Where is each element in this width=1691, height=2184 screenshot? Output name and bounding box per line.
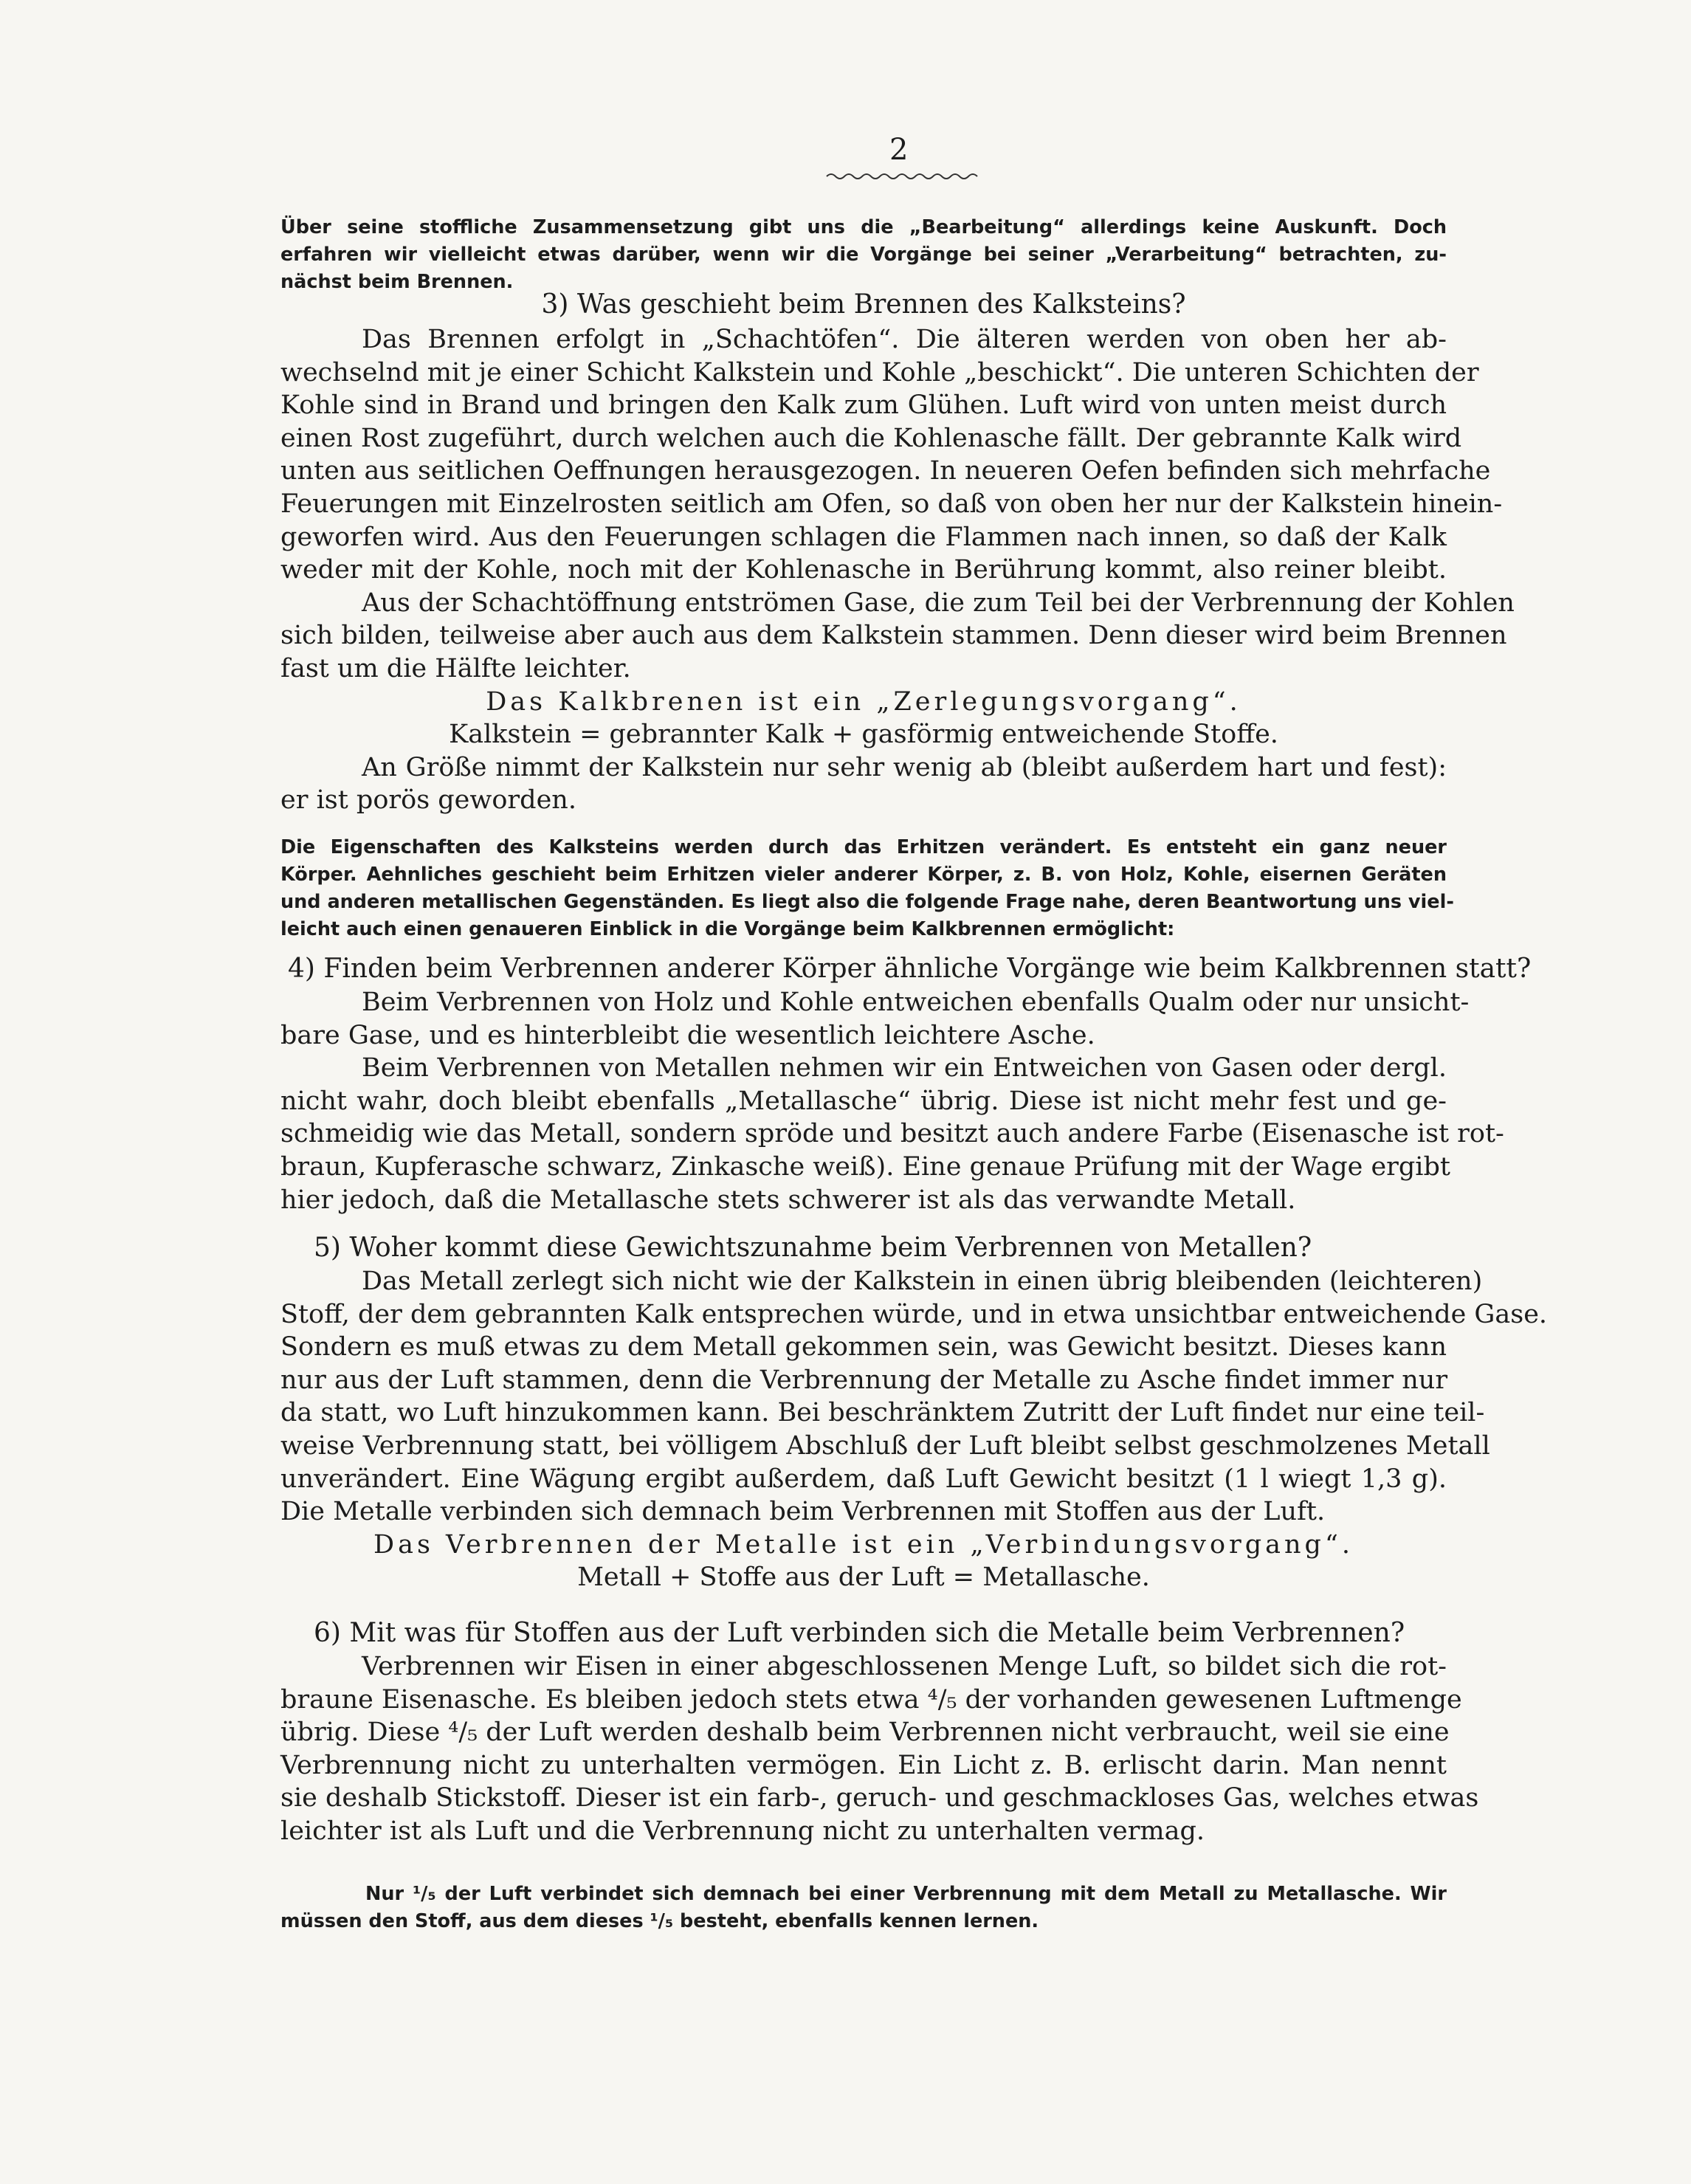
text-line: leichter ist als Luft und die Verbrennung nicht zu unterhalten vermag.	[280, 1816, 1205, 1846]
text-line: da statt, wo Luft hinzukommen kann. Bei beschränktem Zutritt der Luft findet nur eine teil-	[280, 1398, 1485, 1428]
question-6: 6) Mit was für Stoffen aus der Luft verbinden sich die Metalle beim Verbrennen?	[314, 1618, 1405, 1648]
text-line: wechselnd mit je einer Schicht Kalkstein und Kohle „beschickt“. Die unteren Schichten der	[280, 357, 1479, 387]
question-3: 3) Was geschieht beim Brennen des Kalksteins?	[541, 289, 1186, 320]
note-block	[280, 834, 1454, 943]
section-3	[280, 288, 1515, 817]
note-line: leicht auch einen genaueren Einblick in die Vorgänge beim Kalkbrennen ermöglicht:	[280, 918, 1175, 940]
text-line: Beim Verbrennen von Metallen nehmen wir ein Entweichen von Gasen oder dergl.	[362, 1053, 1447, 1084]
text-line: sie deshalb Stickstoff. Dieser ist ein farb-, geruch- und geschmackloses Gas, welches etwas	[280, 1783, 1479, 1813]
text-line: sich bilden, teilweise aber auch aus dem Kalkstein stammen. Denn dieser wird beim Brennen	[280, 621, 1507, 651]
text-line: Aus der Schachtöffnung entströmen Gase, die zum Teil bei der Verbrennung der Kohlen	[362, 588, 1515, 618]
wavy-ornament	[825, 171, 980, 182]
note-block	[280, 1881, 1447, 1935]
text-line: An Größe nimmt der Kalkstein nur sehr wenig ab (bleibt außerdem hart und fest):	[362, 752, 1447, 782]
text-line: übrig. Diese ⁴/₅ der Luft werden deshalb beim Verbrennen nicht verbraucht, weil sie eine	[280, 1718, 1450, 1748]
paragraph	[280, 587, 1515, 686]
text-line: unverändert. Eine Wägung ergibt außerdem, daß Luft Gewicht besitzt (1 l wiegt 1,3 g).	[280, 1464, 1447, 1494]
text-line: braune Eisenasche. Es bleiben jedoch stets etwa ⁴/₅ der vorhanden gewesenen Luftmenge	[280, 1684, 1462, 1715]
section-6	[280, 1616, 1479, 1848]
text-line: Kohle sind in Brand und bringen den Kalk zum Glühen. Luft wird von unten meist durch	[280, 390, 1447, 421]
question-5: 5) Woher kommt diese Gewichtszunahme beim Verbrennen von Metallen?	[314, 1233, 1312, 1263]
paragraph	[280, 323, 1503, 587]
intro-line: Über seine stoffliche Zusammensetzung gibt uns die „Bearbeitung“ allerdings keine Auskunft. Doch	[280, 216, 1447, 238]
text-line: hier jedoch, daß die Metallasche stets schwerer ist als das verwandte Metall.	[280, 1185, 1296, 1215]
text-line: bare Gase, und es hinterbleibt die wesentlich leichtere Asche.	[280, 1020, 1095, 1050]
section-5	[280, 1231, 1548, 1594]
intro-line: erfahren wir vielleicht etwas darüber, wenn wir die Vorgänge bei seiner „Verarbeitung“ betrachten, zu-	[280, 244, 1447, 266]
note-line: und anderen metallischen Gegenständen. Es liegt also die folgende Frage nahe, deren Beantwortung uns viel-	[280, 891, 1454, 913]
text-line: weise Verbrennung statt, bei völligem Abschluß der Luft bleibt selbst geschmolzenes Metall	[280, 1430, 1490, 1461]
centered-statement: Das Verbrennen der Metalle ist ein „Verbindungsvorgang“.	[373, 1529, 1354, 1560]
text-line: fast um die Hälfte leichter.	[280, 653, 631, 683]
equation: Kalkstein = gebrannter Kalk + gasförmig entweichende Stoffe.	[449, 720, 1278, 750]
page-number: 2	[889, 133, 909, 167]
text-line: er ist porös geworden.	[280, 785, 576, 816]
text-line: geworfen wird. Aus den Feuerungen schlagen die Flammen nach innen, so daß der Kalk	[280, 522, 1447, 552]
question-4: 4) Finden beim Verbrennen anderer Körper ähnliche Vorgänge wie beim Kalkbrennen statt?	[288, 954, 1532, 984]
section-4	[280, 952, 1532, 1216]
note-line: müssen den Stoff, aus dem dieses ¹/₅ besteht, ebenfalls kennen lernen.	[280, 1910, 1039, 1932]
text-line: einen Rost zugeführt, durch welchen auch die Kohlenasche fällt. Der gebrannte Kalk wird	[280, 423, 1462, 453]
text-line: unten aus seitlichen Oeffnungen herausgezogen. In neueren Oefen befinden sich mehrfache	[280, 456, 1491, 486]
intro-line: nächst beim Brennen.	[280, 271, 514, 293]
text-line: nicht wahr, doch bleibt ebenfalls „Metallasche“ übrig. Diese ist nicht mehr fest und ge-	[280, 1086, 1447, 1116]
text-line: schmeidig wie das Metall, sondern spröde und besitzt auch andere Farbe (Eisenasche ist rot-	[280, 1119, 1504, 1149]
paragraph	[280, 751, 1447, 817]
text-line: Das Metall zerlegt sich nicht wie der Kalkstein in einen übrig bleibenden (leichteren)	[362, 1267, 1483, 1296]
text-line: Verbrennung nicht zu unterhalten vermögen. Ein Licht z. B. erlischt darin. Man nennt	[280, 1750, 1447, 1780]
text-line: Das Brennen erfolgt in „Schachtöfen“. Die älteren werden von oben her ab-	[362, 325, 1447, 354]
note-line: Körper. Aehnliches geschieht beim Erhitzen vieler anderer Körper, z. B. von Holz, Kohle, eisernen Geräten	[280, 864, 1447, 886]
equation: Metall + Stoffe aus der Luft = Metallasche.	[577, 1563, 1150, 1593]
text-line: Feuerungen mit Einzelrosten seitlich am Ofen, so daß von oben her nur der Kalkstein hinein-	[280, 489, 1503, 519]
text-line: weder mit der Kohle, noch mit der Kohlenasche in Berührung kommt, also reiner bleibt.	[280, 555, 1447, 585]
note-line: Nur ¹/₅ der Luft verbindet sich demnach bei einer Verbrennung mit dem Metall zu Metallasche. Wir	[365, 1883, 1447, 1905]
text-line: Beim Verbrennen von Holz und Kohle entweichen ebenfalls Qualm oder nur unsicht-	[362, 988, 1470, 1017]
text-line: Verbrennen wir Eisen in einer abgeschlossenen Menge Luft, so bildet sich die rot-	[362, 1652, 1447, 1681]
text-line: Sondern es muß etwas zu dem Metall gekommen sein, was Gewicht besitzt. Dieses kann	[280, 1332, 1447, 1363]
note-line: Die Eigenschaften des Kalksteins werden durch das Erhitzen verändert. Es entsteht ein ganz neuer	[280, 836, 1447, 858]
text-line: Stoff, der dem gebrannten Kalk entsprechen würde, und in etwa unsichtbar entweichende Gase.	[280, 1299, 1548, 1329]
intro-note	[280, 214, 1447, 296]
text-line: braun, Kupferasche schwarz, Zinkasche weiß). Eine genaue Prüfung mit der Wage ergibt	[280, 1151, 1450, 1182]
centered-statement: Das Kalkbrenen ist ein „Zerlegungsvorgang“.	[486, 686, 1241, 717]
text-line: nur aus der Luft stammen, denn die Verbrennung der Metalle zu Asche findet immer nur	[280, 1365, 1448, 1395]
text-line: Die Metalle verbinden sich demnach beim Verbrennen mit Stoffen aus der Luft.	[280, 1497, 1326, 1527]
